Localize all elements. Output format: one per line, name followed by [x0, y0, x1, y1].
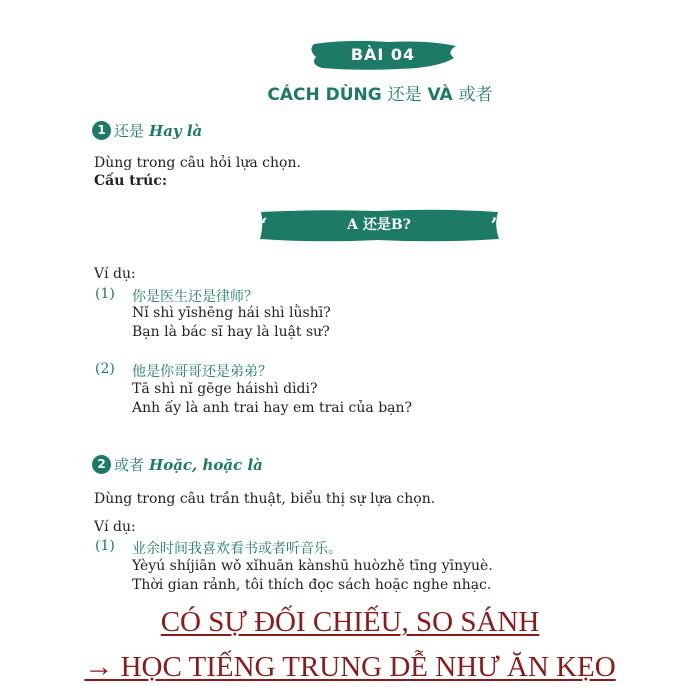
- pattern-box: [258, 208, 500, 243]
- section1-heading: [92, 120, 202, 141]
- title-part2: VÀ: [427, 85, 453, 105]
- example-chinese: 他是你哥哥还是弟弟？: [132, 364, 272, 380]
- title-cn2: 或者: [458, 85, 493, 105]
- example-chinese: 你是医生还是律师？: [132, 289, 258, 305]
- example-vietnamese: Bạn là bác sĩ hay là luật sư?: [132, 324, 330, 340]
- example-pinyin: Tā shì nǐ gēge háishì dìdi?: [132, 381, 318, 397]
- section1-usage: Dùng trong câu hỏi lựa chọn.: [94, 155, 301, 171]
- example-number: (1): [95, 286, 115, 302]
- example-number: (2): [95, 361, 115, 377]
- section1-term-vi: Hay là: [149, 121, 203, 140]
- example-vietnamese: Thời gian rảnh, tôi thích đọc sách hoặc nghe nhạc.: [132, 577, 492, 593]
- lesson-badge: [308, 38, 458, 72]
- section1-term-cn: 还是: [114, 122, 145, 140]
- quote-close: ”: [490, 213, 502, 237]
- promo-line-1-text: CÓ SỰ ĐỐI CHIẾU, SO SÁNH: [160, 606, 540, 638]
- promo-line-2: [0, 651, 700, 684]
- promo-line-1: [0, 606, 700, 639]
- section1-structure-label: Cấu trúc:: [94, 173, 167, 189]
- example-vietnamese: Anh ấy là anh trai hay em trai của bạn?: [132, 400, 413, 416]
- promo-line-2-text: → HỌC TIẾNG TRUNG DỄ NHƯ ĂN KẸO: [84, 651, 616, 683]
- section1-number-badge: 1: [92, 121, 111, 140]
- quote-open: “: [256, 213, 268, 237]
- section1-example-label: Ví dụ:: [94, 266, 136, 282]
- section2-example-label: Ví dụ:: [94, 519, 136, 535]
- example-chinese: 业余时间我喜欢看书或者听音乐。: [132, 541, 342, 557]
- lesson-title: [0, 80, 700, 105]
- example-number: (1): [95, 538, 115, 554]
- section2-term-vi: Hoặc, hoặc là: [149, 455, 263, 474]
- pattern-text: A 还是B?: [347, 217, 411, 233]
- example-pinyin: Yèyú shíjiān wǒ xǐhuān kànshū huòzhě tīng yīnyuè.: [132, 558, 493, 574]
- title-cn1: 还是: [387, 85, 422, 105]
- lesson-number: BÀI 04: [350, 45, 416, 64]
- section2-term-cn: 或者: [114, 456, 145, 474]
- section2-usage: Dùng trong câu trần thuật, biểu thị sự lựa chọn.: [94, 491, 436, 507]
- example-pinyin: Nǐ shì yīshēng hái shì lǜshī?: [132, 305, 331, 321]
- title-part1: CÁCH DÙNG: [267, 85, 382, 105]
- section2-heading: [92, 454, 263, 475]
- section2-number-badge: 2: [92, 455, 111, 474]
